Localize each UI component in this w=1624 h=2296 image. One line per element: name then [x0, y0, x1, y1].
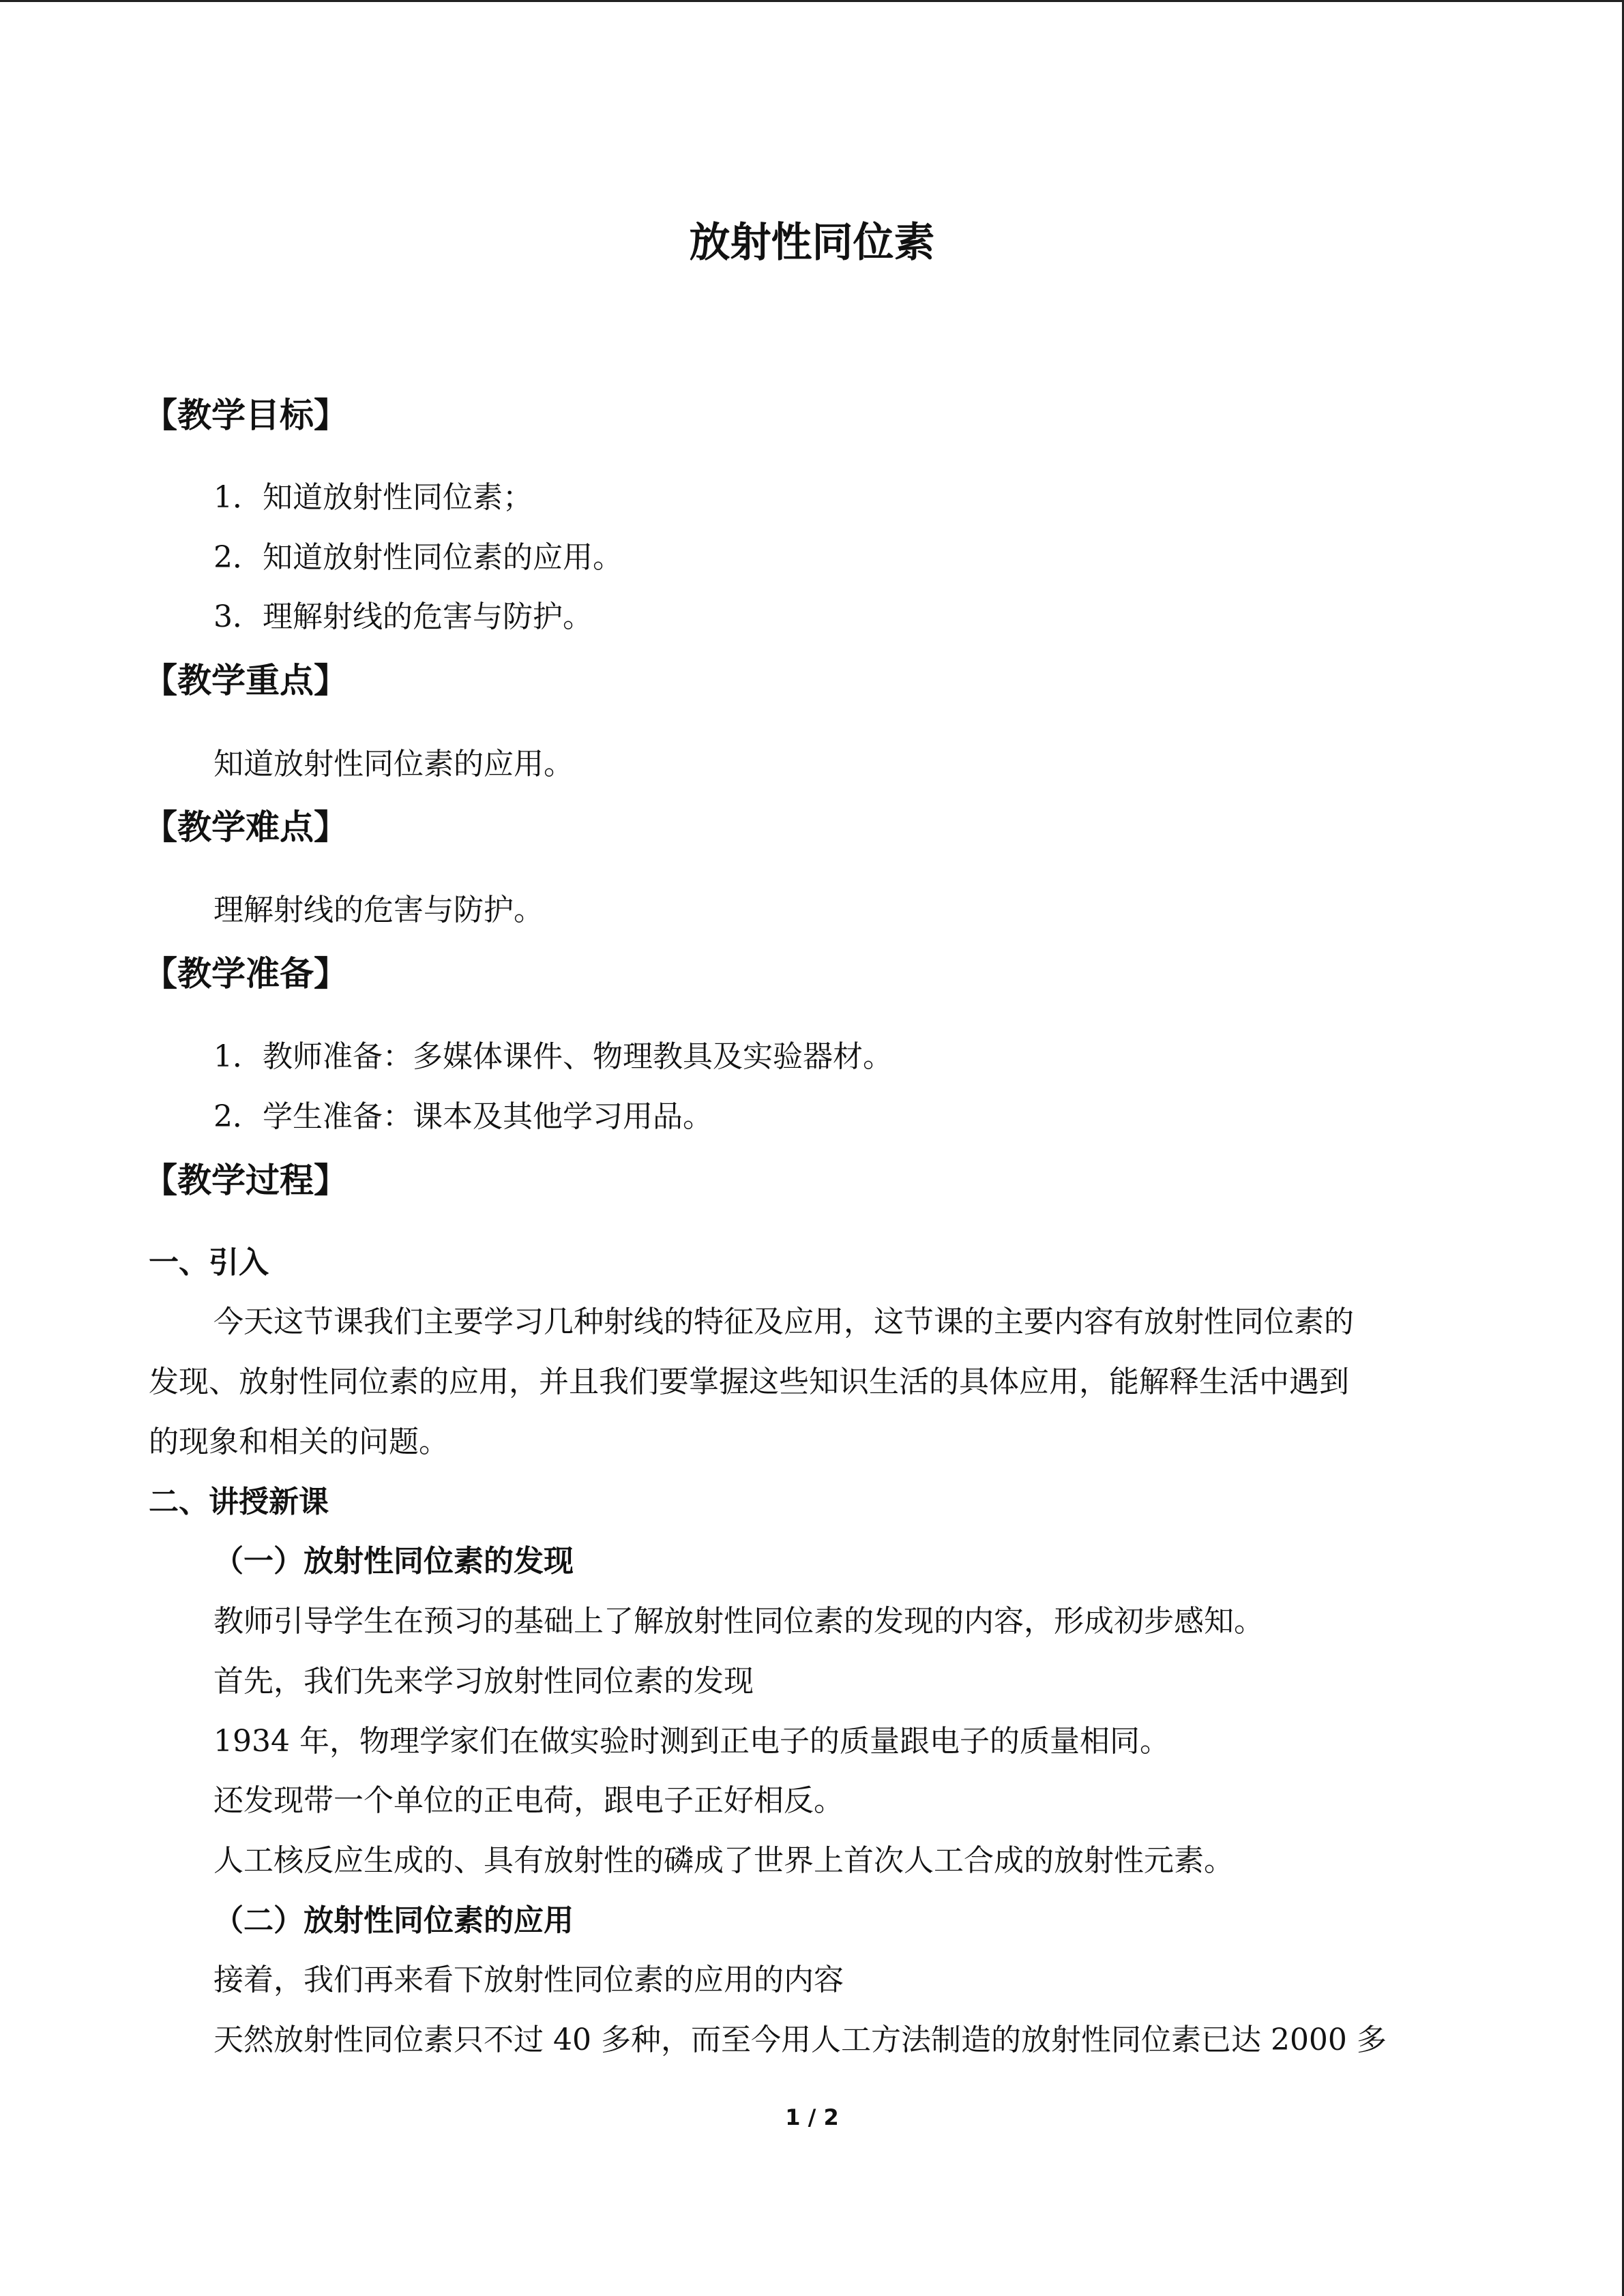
- objective-item-2: 2．知道放射性同位素的应用。: [213, 540, 623, 575]
- section-heading-difficulties: 【教学难点】: [143, 807, 348, 847]
- part2-heading: （二）放射性同位素的应用: [213, 1903, 574, 1938]
- part1-line-3: 1934 年，物理学家们在做实验时测到正电子的质量跟电子的质量相同。: [213, 1724, 1170, 1759]
- part1-heading: （一）放射性同位素的发现: [213, 1544, 574, 1579]
- new-lesson-heading: 二、讲授新课: [149, 1485, 329, 1519]
- section-heading-key-points: 【教学重点】: [143, 661, 348, 700]
- part2-line-1: 接着，我们再来看下放射性同位素的应用的内容: [213, 1963, 844, 1997]
- section-heading-preparation: 【教学准备】: [143, 954, 348, 994]
- intro-heading: 一、引入: [149, 1245, 269, 1280]
- intro-line-3: 的现象和相关的问题。: [149, 1425, 449, 1459]
- section-heading-process: 【教学过程】: [143, 1161, 348, 1200]
- preparation-item-2: 2．学生准备：课本及其他学习用品。: [213, 1099, 713, 1134]
- intro-line-2: 发现、放射性同位素的应用，并且我们要掌握这些知识生活的具体应用，能解释生活中遇到: [149, 1365, 1349, 1399]
- preparation-item-1: 1．教师准备：多媒体课件、物理教具及实验器材。: [213, 1039, 893, 1074]
- part2-line-2: 天然放射性同位素只不过 40 多种，而至今用人工方法制造的放射性同位素已达 2000 多: [213, 2023, 1387, 2057]
- difficulties-text: 理解射线的危害与防护。: [213, 893, 544, 927]
- part1-line-1: 教师引导学生在预习的基础上了解放射性同位素的发现的内容，形成初步感知。: [213, 1604, 1264, 1639]
- document-title: 放射性同位素: [689, 219, 935, 267]
- intro-line-1: 今天这节课我们主要学习几种射线的特征及应用，这节课的主要内容有放射性同位素的: [213, 1304, 1354, 1339]
- part1-line-5: 人工核反应生成的、具有放射性的磷成了世界上首次人工合成的放射性元素。: [213, 1843, 1234, 1878]
- objective-item-3: 3．理解射线的危害与防护。: [213, 599, 593, 634]
- part1-line-2: 首先，我们先来学习放射性同位素的发现: [213, 1664, 754, 1699]
- page-number: 1 / 2: [785, 2104, 839, 2130]
- objective-item-1: 1．知道放射性同位素；: [213, 480, 533, 515]
- section-heading-objectives: 【教学目标】: [143, 396, 348, 435]
- part1-line-4: 还发现带一个单位的正电荷，跟电子正好相反。: [213, 1783, 844, 1818]
- key-points-text: 知道放射性同位素的应用。: [213, 747, 574, 781]
